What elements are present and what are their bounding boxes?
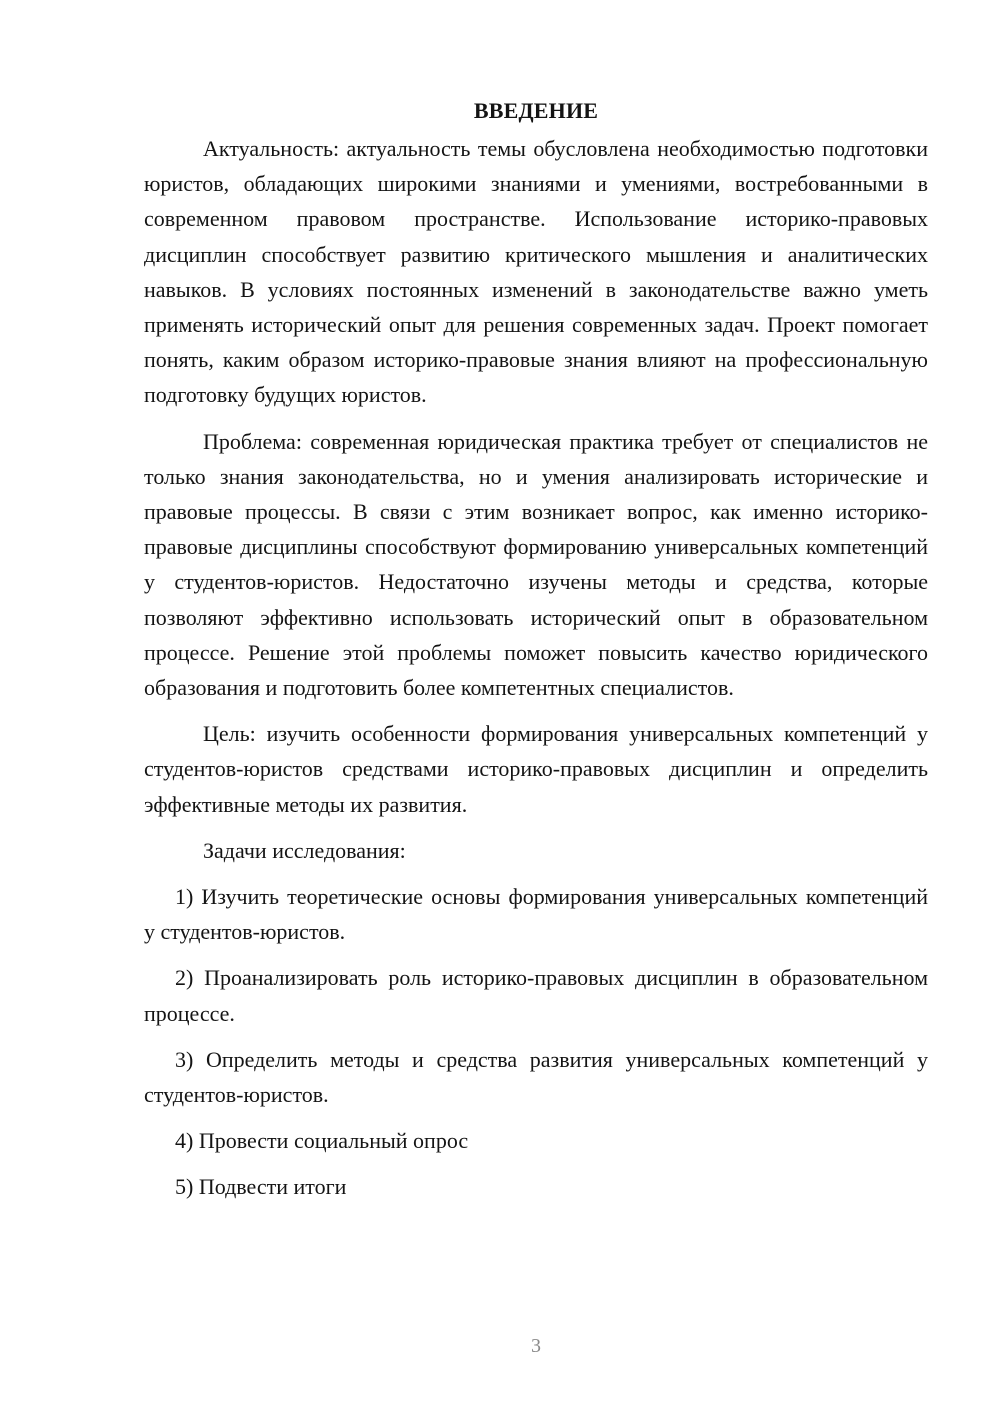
task-item-5: 5) Подвести итоги xyxy=(175,1174,347,1200)
task-item-4: 4) Провести социальный опрос xyxy=(175,1128,469,1154)
section-title: ВВЕДЕНИЕ xyxy=(473,98,599,123)
task-item-1: 1) Изучить теоретические основы формирования универсальных компетенций у студентов-юристов. xyxy=(144,884,928,945)
document-page xyxy=(144,96,928,1216)
page-number: 3 xyxy=(531,1335,541,1357)
paragraph-goal: Цель: изучить особенности формирования универсальных компетенций у студентов-юристов средствами историко-правовых дисциплин и определить эффективные методы их развития. xyxy=(144,721,928,817)
paragraph-relevance: Актуальность: актуальность темы обусловлена необходимостью подготовки юристов, обладающих широкими знаниями и умениями, востребованными в современном правовом пространстве. Использование историко-правовых дисциплин способствует развитию критического мышления и аналитических навыков. В условиях постоянных изменений в законодательстве важно уметь применять исторический опыт для решения современных задач. Проект помогает понять, каким образом историко-правовые знания влияют на профессиональную подготовку будущих юристов. xyxy=(144,136,928,408)
paragraph-problem: Проблема: современная юридическая практика требует от специалистов не только знания законодательства, но и умения анализировать исторические и правовые процессы. В связи с этим возникает вопрос, как именно историко-правовые дисциплины способствуют формированию универсальных компетенций у студентов-юристов. Недостаточно изучены методы и средства, которые позволяют эффективно использовать исторический опыт в образовательном процессе. Решение этой проблемы поможет повысить качество юридического образования и подготовить более компетентных специалистов. xyxy=(144,428,928,701)
tasks-heading: Задачи исследования: xyxy=(203,837,406,863)
task-item-3: 3) Определить методы и средства развития универсальных компетенций у студентов-юристов. xyxy=(144,1046,928,1108)
task-item-2: 2) Проанализировать роль историко-правовых дисциплин в образовательном процессе. xyxy=(144,965,928,1026)
